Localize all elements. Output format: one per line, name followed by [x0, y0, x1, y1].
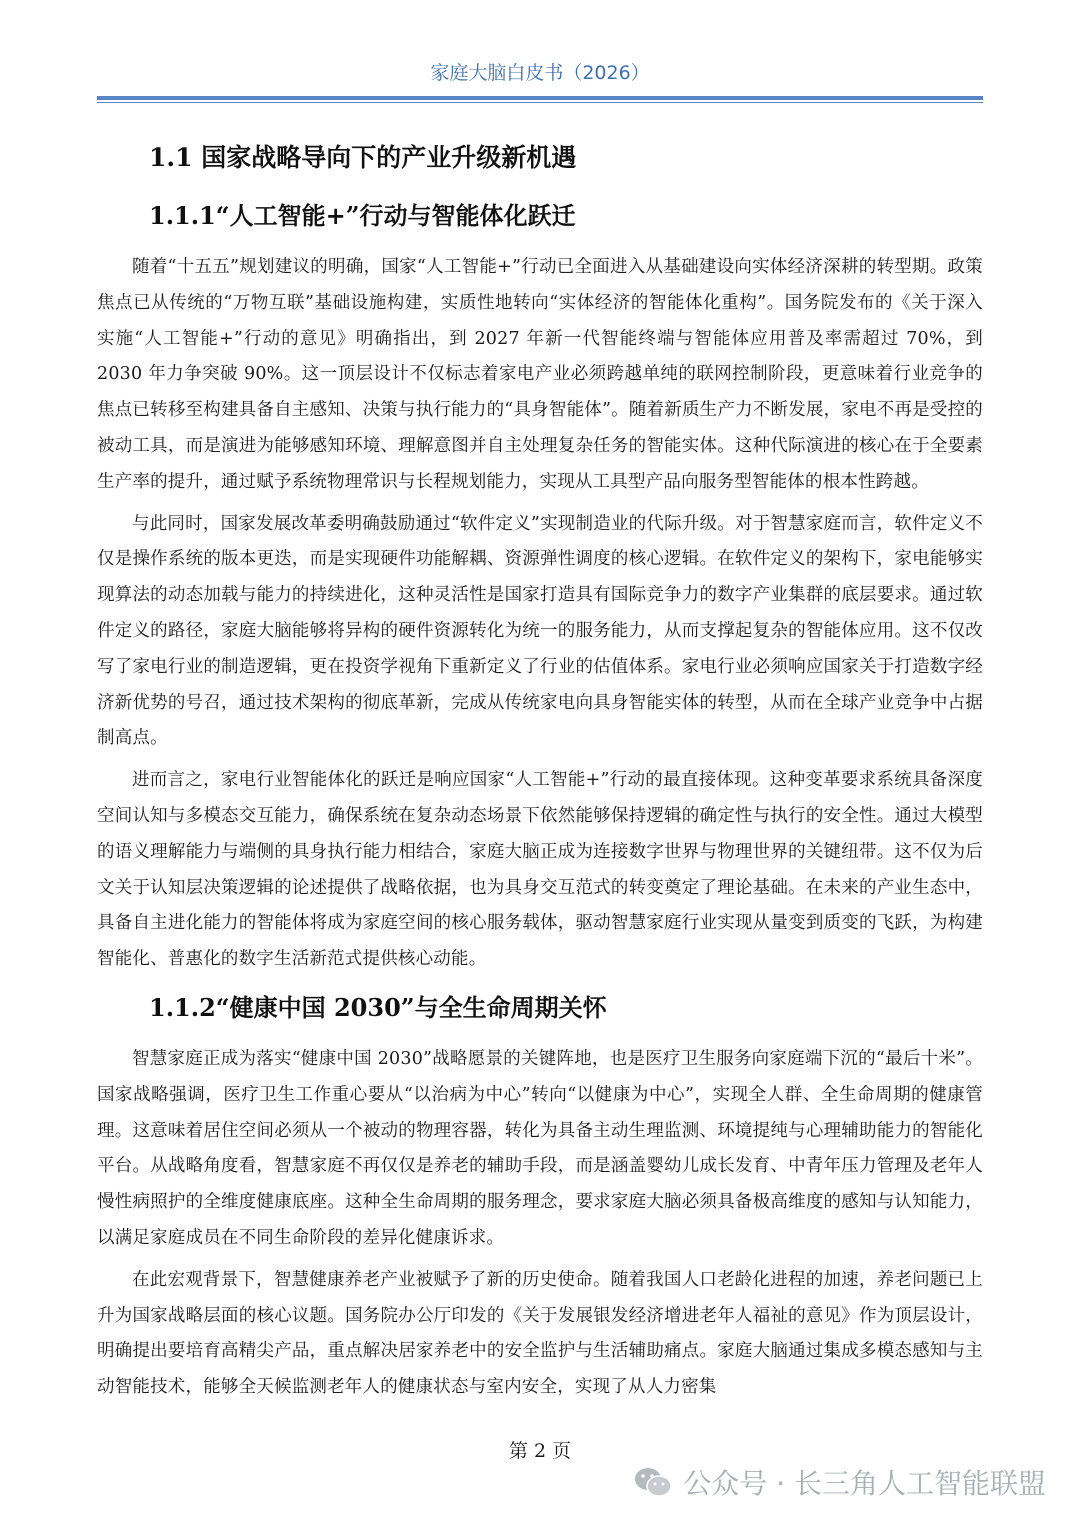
section-heading: 1.1 国家战略导向下的产业升级新机遇: [149, 143, 577, 172]
watermark: [633, 1460, 1046, 1504]
subsection-heading-1: 1.1.1“人工智能+”行动与智能体化跃迁: [149, 201, 576, 230]
paragraph: 智慧家庭正成为落实“健康中国 2030”战略愿景的关键阵地，也是医疗卫生服务向家庭端下沉的“最后十米”。国家战略强调，医疗卫生工作重心要从“以治病为中心”转向“以健康为中心”，实现全人群、全生命周期的健康管理。这意味着居住空间必须从一个被动的物理容器，转化为具备主动生理监测、环境提纯与心理辅助能力的智能化平台。从战略角度看，智慧家庭不再仅仅是养老的辅助手段，而是涵盖婴幼儿成长发育、中青年压力管理及老年人慢性病照护的全维度健康底座。这种全生命周期的服务理念，要求家庭大脑必须具备极高维度的感知与认知能力，以满足家庭成员在不同生命阶段的差异化健康诉求。: [97, 1048, 983, 1248]
paragraph: 进而言之，家电行业智能体化的跃迁是响应国家“人工智能+”行动的最直接体现。这种变革要求系统具备深度空间认知与多模态交互能力，确保系统在复杂动态场景下依然能够保持逻辑的确定性与执行的安全性。通过大模型的语义理解能力与端侧的具身执行能力相结合，家庭大脑正成为连接数字世界与物理世界的关键纽带。这不仅为后文关于认知层决策逻辑的论述提供了战略依据，也为具身交互范式的转变奠定了理论基础。在未来的产业生态中，具备自主进化能力的智能体将成为家庭空间的核心服务载体，驱动智慧家庭行业实现从量变到质变的飞跃，为构建智能化、普惠化的数字生活新范式提供核心动能。: [97, 770, 983, 970]
running-header-title: 家庭大脑白皮书（2026）: [430, 62, 650, 84]
header-rule-thin: [97, 102, 983, 103]
page-number: 第 2 页: [508, 1440, 572, 1462]
paragraph: 随着“十五五”规划建议的明确，国家“人工智能+”行动已全面进入从基础建设向实体经济深耕的转型期。政策焦点已从传统的“万物互联”基础设施构建，实质性地转向“实体经济的智能体化重构”。国务院发布的《关于深入实施“人工智能+”行动的意见》明确指出，到 2027 年新一代智能终端与智能体应用普及率需超过 70%，到 2030 年力争突破 90%。这一顶层设计不仅标志着家电产业必须跨越单纯的联网控制阶段，更意味着行业竞争的焦点已转移至构建具备自主感知、决策与执行能力的“具身智能体”。随着新质生产力不断发展，家电不再是受控的被动工具，而是演进为能够感知环境、理解意图并自主处理复杂任务的智能实体。这种代际演进的核心在于全要素生产率的提升，通过赋予系统物理常识与长程规划能力，实现从工具型产品向服务型智能体的根本性跨越。: [97, 257, 983, 492]
paragraph: 在此宏观背景下，智慧健康养老产业被赋予了新的历史使命。随着我国人口老龄化进程的加速，养老问题已上升为国家战略层面的核心议题。国务院办公厅印发的《关于发展银发经济增进老年人福祉的意见》作为顶层设计，明确提出要培育高精尖产品，重点解决居家养老中的安全监护与生活辅助痛点。家庭大脑通过集成多模态感知与主动智能技术，能够全天候监测老年人的健康状态与室内安全，实现了从人力密集: [97, 1269, 983, 1398]
page-body: [97, 138, 983, 1412]
watermark-text: 公众号 · 长三角人工智能联盟: [683, 1467, 1046, 1500]
paragraph: 与此同时，国家发展改革委明确鼓励通过“软件定义”实现制造业的代际升级。对于智慧家庭而言，软件定义不仅是操作系统的版本更迭，而是实现硬件功能解耦、资源弹性调度的核心逻辑。在软件定义的架构下，家电能够实现算法的动态加载与能力的持续进化，这种灵活性是国家打造具有国际竞争力的数字产业集群的底层要求。通过软件定义的路径，家庭大脑能够将异构的硬件资源转化为统一的服务能力，从而支撑起复杂的智能体应用。这不仅改写了家电行业的制造逻辑，更在投资学视角下重新定义了行业的估值体系。家电行业必须响应国家关于打造数字经济新优势的号召，通过技术架构的彻底革新，完成从传统家电向具身智能实体的转型，从而在全球产业竞争中占据制高点。: [97, 513, 983, 749]
wechat-icon: [633, 1465, 673, 1499]
subsection-heading-2: 1.1.2“健康中国 2030”与全生命周期关怀: [149, 992, 607, 1022]
header-rule-thick: [97, 96, 983, 100]
